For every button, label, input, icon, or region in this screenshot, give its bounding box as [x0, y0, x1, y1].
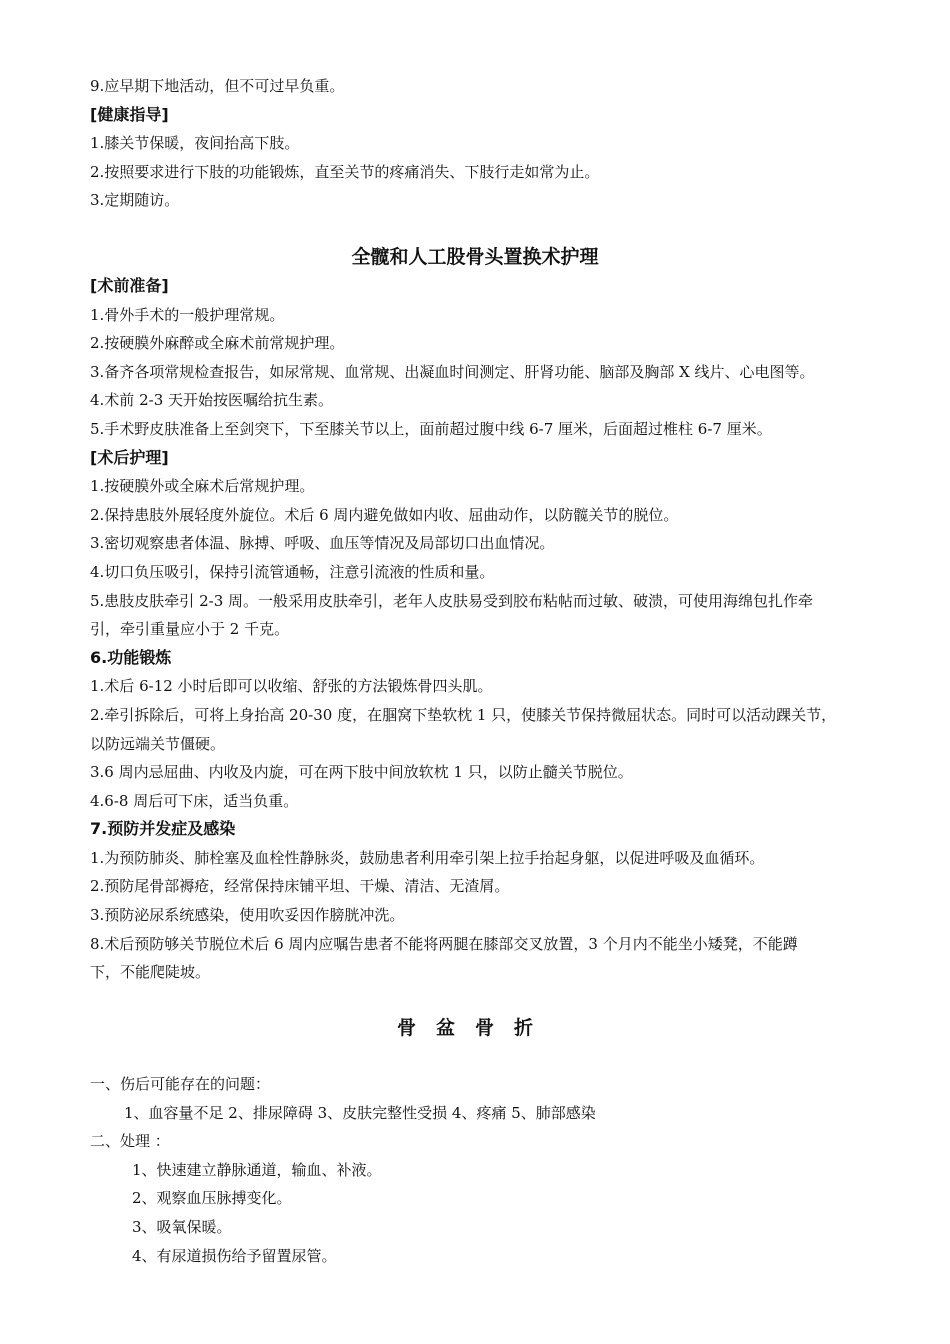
list-item: 1、快速建立静脉通道，输血、补液。	[132, 1160, 382, 1179]
section-title-pelvic-fracture: 骨盆骨折	[396, 1017, 553, 1039]
list-item: 1.为预防肺炎、肺栓塞及血栓性静脉炎，鼓励患者利用牵引架上拉手抬起身躯，以促进呼吸及血循环。	[90, 848, 765, 867]
text-line: 9.应早期下地活动，但不可过早负重。	[90, 77, 345, 95]
list-item: 2.牵引拆除后，可将上身抬高 20-30 度，在腘窝下垫软枕 1 只，使膝关节保持微屈状态。同时可以活动踝关节，	[90, 705, 837, 724]
list-item: 3.密切观察患者体温、脉搏、呼吸、血压等情况及局部切口出血情况。	[90, 534, 555, 553]
list-item-continuation: 以防远端关节僵硬。	[90, 734, 226, 753]
list-item: 2.按硬膜外麻醉或全麻术前常规护理。	[90, 334, 345, 353]
list-item: 2.预防尾骨部褥疮，经常保持床铺平坦、干燥、清洁、无渣屑。	[90, 877, 510, 896]
list-item-continuation: 下，不能爬陡坡。	[90, 963, 211, 982]
list-item: 3.6 周内忌屈曲、内收及内旋，可在两下肢中间放软枕 1 只，以防止髓关节脱位。	[90, 763, 633, 782]
section-title-hip-replacement: 全髋和人工股骨头置换术护理	[351, 246, 599, 268]
list-item: 3、吸氧保暖。	[132, 1217, 232, 1236]
list-item: 4.切口负压吸引，保持引流管通畅，注意引流液的性质和量。	[90, 562, 495, 581]
heading-preop: [术前准备]	[90, 276, 169, 295]
problems-list: 1、血容量不足 2、排尿障碍 3、皮肤完整性受损 4、疼痛 5、肺部感染	[124, 1103, 596, 1122]
list-item: 3.备齐各项常规检查报告，如尿常规、血常规、出凝血时间测定、肝肾功能、脑部及胸部 X 线片、心电图等。	[90, 362, 815, 381]
list-item: 4、有尿道损伤给予留置尿管。	[132, 1246, 337, 1265]
list-item: 1.骨外手术的一般护理常规。	[90, 305, 285, 324]
heading-exercise: 6.功能锻炼	[90, 647, 172, 667]
list-item: 5.患肢皮肤牵引 2-3 周。一般采用皮肤牵引，老年人皮肤易受到胶布粘帖而过敏、破溃，可使用海绵包扎作牵	[90, 591, 814, 610]
list-item: 8.术后预防够关节脱位术后 6 周内应嘱告患者不能将两腿在膝部交叉放置，3 个月内不能坐小矮凳，不能蹲	[90, 934, 798, 953]
list-item: 3.预防泌尿系统感染，使用吹妥因作膀胱冲洗。	[90, 906, 405, 925]
heading-treatment: 二、处理 ：	[90, 1132, 170, 1151]
list-item-continuation: 引，牵引重量应小于 2 千克。	[90, 620, 290, 639]
list-item: 5.手术野皮肤准备上至剑突下，下至膝关节以上，面前超过腹中线 6-7 厘米，后面超过椎柱 6-7 厘米。	[90, 419, 772, 438]
list-item: 1.术后 6-12 小时后即可以收缩、舒张的方法锻炼骨四头肌。	[90, 677, 493, 696]
list-item: 2.按照要求进行下肢的功能锻炼，直至关节的疼痛消失、下肢行走如常为止。	[90, 162, 600, 181]
heading-postop: [术后护理]	[90, 447, 169, 467]
heading-health-guidance: [健康指导]	[90, 104, 169, 124]
heading-prevention: 7.预防并发症及感染	[90, 819, 236, 839]
heading-problems: 一、伤后可能存在的问题：	[90, 1075, 271, 1093]
list-item: 1.按硬膜外或全麻术后常规护理。	[90, 477, 315, 496]
list-item: 2、观察血压脉搏变化。	[132, 1189, 292, 1208]
list-item: 4.6-8 周后可下床，适当负重。	[90, 791, 299, 810]
section-1	[90, 72, 880, 215]
list-item: 1.膝关节保暖，夜间抬高下肢。	[90, 134, 300, 153]
section-3	[90, 1070, 880, 1270]
section-2	[90, 272, 880, 987]
list-item: 2.保持患肢外展轻度外旋位。术后 6 周内避免做如内收、屈曲动作，以防髋关节的脱位。	[90, 505, 679, 524]
list-item: 3.定期随访。	[90, 191, 180, 210]
list-item: 4.术前 2-3 天开始按医嘱给抗生素。	[90, 391, 334, 410]
